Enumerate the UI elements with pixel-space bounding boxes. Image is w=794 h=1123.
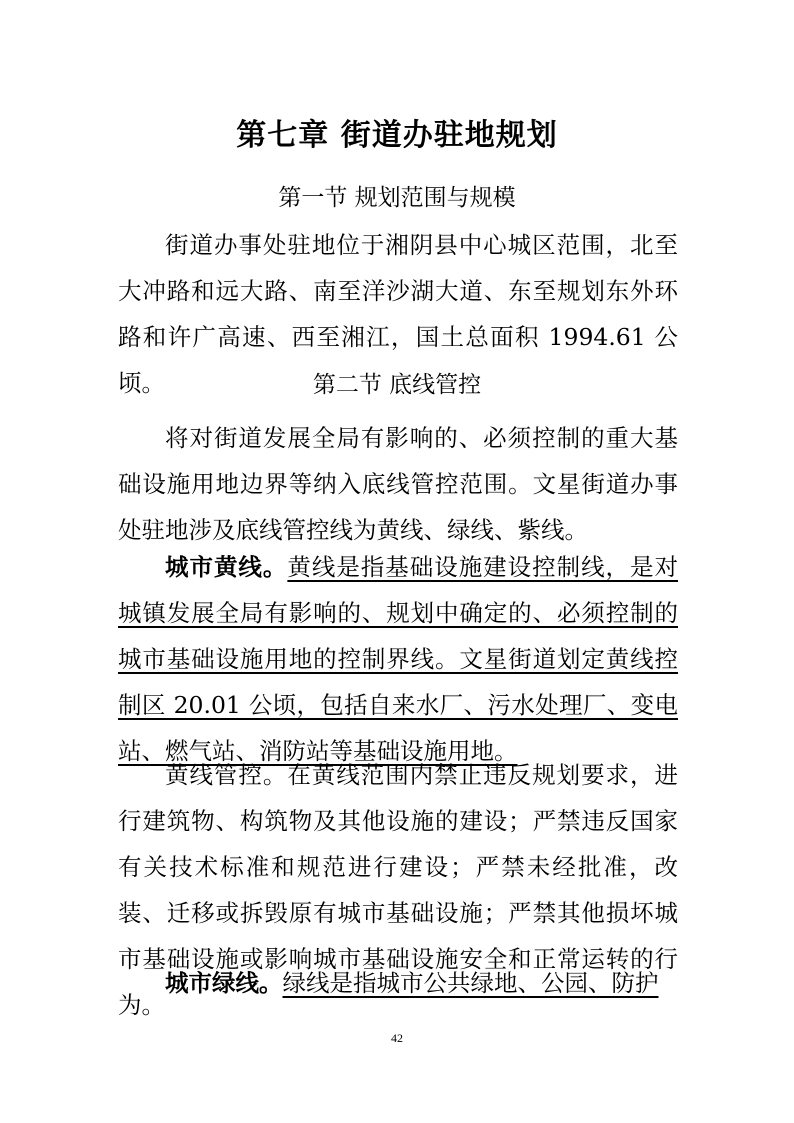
paragraph-green-line (118, 960, 678, 1006)
section-title-scope: 第一节 规划范围与规模 (278, 185, 516, 211)
paragraph-scope: 街道办事处驻地位于湘阴县中心城区范围，北至大冲路和远大路、南至洋沙湖大道、东至规划东外环路和许广高速、西至湘江，国土总面积 1994.61 公顷。 (118, 231, 678, 397)
paragraph-baseline-intro: 将对街道发展全局有影响的、必须控制的重大基础设施用地边界等纳入底线管控范围。文星街道办事处驻地涉及底线管控线为黄线、绿线、紫线。 (118, 424, 678, 544)
paragraph-yellow-line-control: 黄线管控。在黄线范围内禁止违反规划要求，进行建筑物、构筑物及其他设施的建设；严禁违反国家有关技术标准和规范进行建设；严禁未经批准，改装、迁移或拆毁原有城市基础设施；严禁其他损坏城市基础设施或影响城市基础设施安全和正常运转的行为。 (118, 761, 678, 1019)
section-title-baseline-control: 第二节 底线管控 (312, 372, 482, 398)
paragraph-yellow-line (118, 544, 678, 774)
chapter-title: 第七章 街道办驻地规划 (236, 118, 558, 153)
yellow-line-label: 城市黄线。 (165, 553, 288, 581)
yellow-line-definition: 黄线是指基础设施建设控制线，是对城镇发展全局有影响的、规划中确定的、必须控制的城市基础设施用地的控制界线。文星街道划定黄线控制区 20.01 公顷，包括自来水厂、污水处理厂、变电站、燃气站、消防站等基础设施用地。 (118, 553, 678, 765)
green-line-label: 城市绿线。 (165, 969, 283, 997)
page-number: 42 (391, 1031, 403, 1045)
green-line-definition: 绿线是指城市公共绿地、公园、防护 (282, 969, 659, 997)
